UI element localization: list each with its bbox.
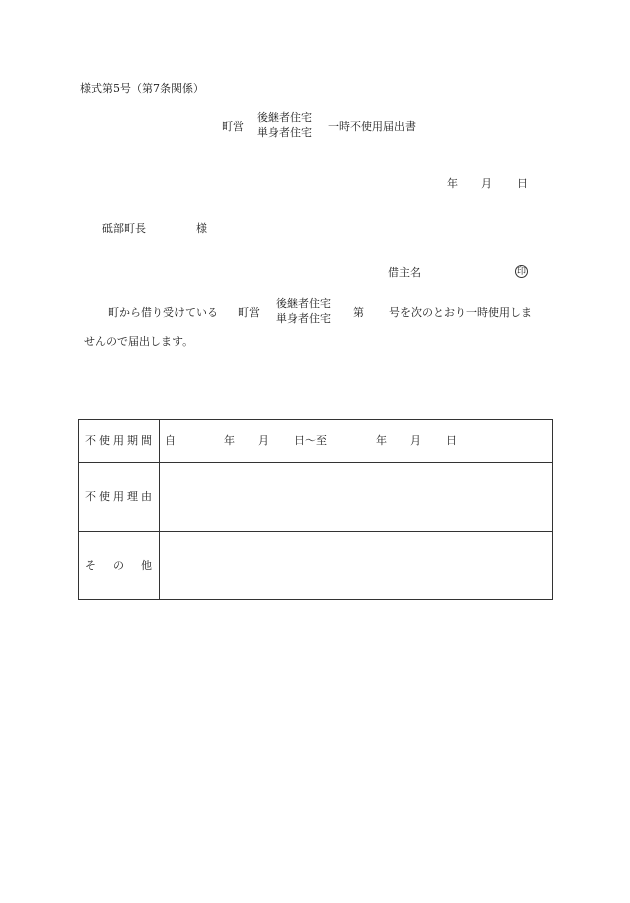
period-from: 自 <box>165 434 176 447</box>
title-option-successor: 後継者住宅 <box>257 111 312 124</box>
table-row-other <box>79 531 552 600</box>
body-option-successor: 後継者住宅 <box>276 297 331 310</box>
period-day1-to: 日～至 <box>294 434 327 447</box>
period-year1: 年 <box>224 434 235 447</box>
body-option-single: 単身者住宅 <box>276 312 331 325</box>
period-month2: 月 <box>410 434 421 447</box>
title-option-single: 単身者住宅 <box>257 126 312 139</box>
title-suffix: 一時不使用届出書 <box>328 120 416 133</box>
body-prefix: 町営 <box>238 306 260 319</box>
form-number: 様式第5号（第7条関係） <box>80 82 204 95</box>
period-month1: 月 <box>258 434 269 447</box>
row-label-reason: 不使用理由 <box>85 490 155 503</box>
body-housing-options <box>276 296 331 326</box>
row-label-period: 不使用期間 <box>85 434 155 447</box>
row-label-other: そ の 他 <box>85 559 155 572</box>
body-text-line2: せんので届出します。 <box>84 335 194 348</box>
title-housing-options <box>257 110 312 140</box>
body-text-part2: 号を次のとおり一時使用しま <box>389 306 532 319</box>
table-row-period <box>79 420 552 462</box>
addressee-honorific: 様 <box>196 222 207 235</box>
period-year2: 年 <box>376 434 387 447</box>
form-table <box>78 419 553 600</box>
seal-mark: 印 <box>516 267 526 277</box>
date-month: 月 <box>481 177 492 190</box>
addressee-name: 砥部町長 <box>102 222 146 235</box>
applicant-label: 借主名 <box>388 266 421 279</box>
title-prefix: 町営 <box>222 120 244 133</box>
table-row-reason <box>79 462 552 532</box>
period-day2: 日 <box>446 434 457 447</box>
date-year: 年 <box>447 177 458 190</box>
date-day: 日 <box>517 177 528 190</box>
body-text-part1: 町から借り受けている <box>108 306 218 319</box>
body-number-prefix: 第 <box>353 306 364 319</box>
